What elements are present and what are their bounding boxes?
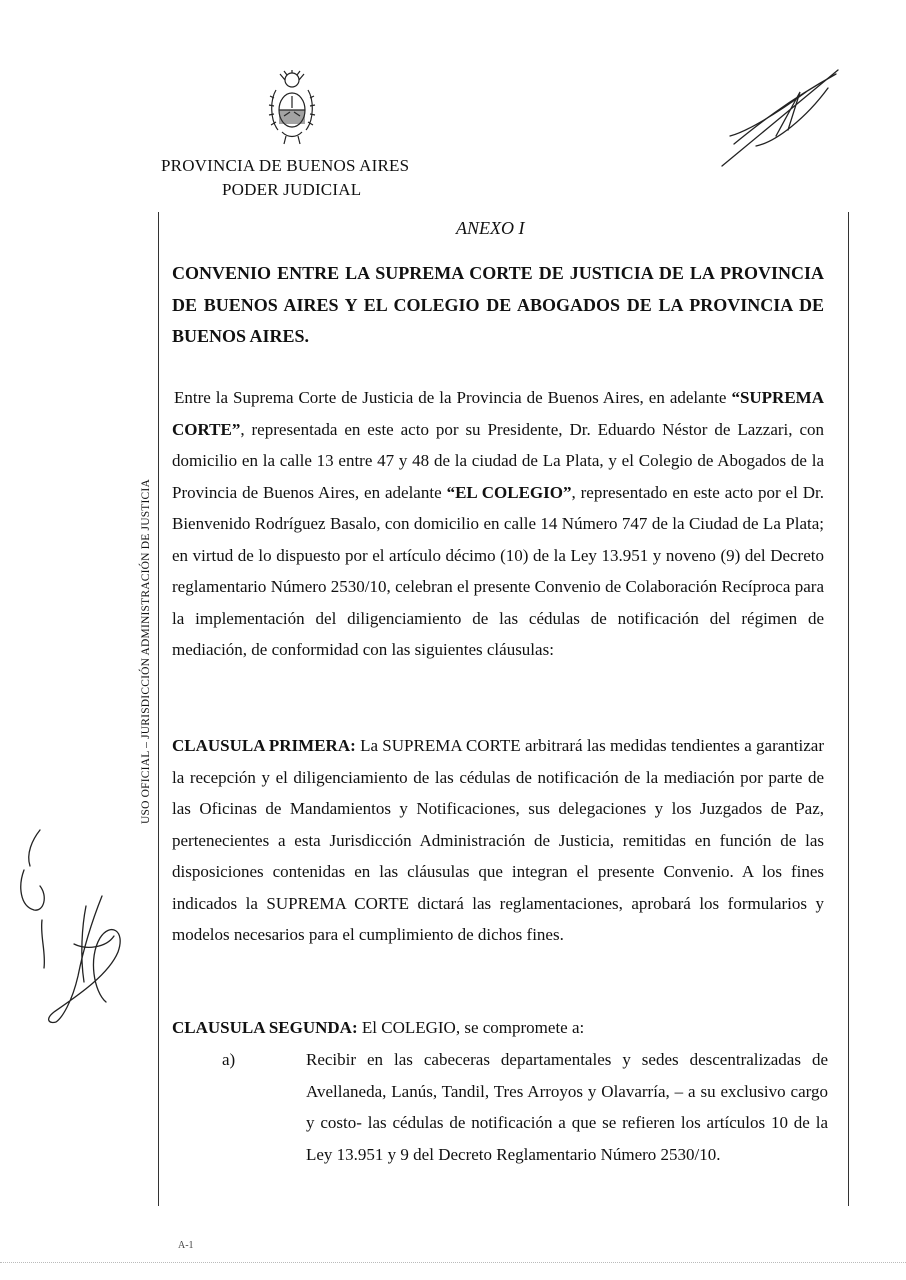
signature-initials-icon — [716, 66, 844, 168]
clause-segunda-text: El COLEGIO, se compromete a: — [357, 1018, 585, 1037]
right-margin-rule — [848, 212, 849, 1206]
clause-primera-label: CLAUSULA PRIMERA: — [172, 736, 356, 755]
coat-of-arms-icon — [262, 70, 322, 148]
bottom-edge-divider — [0, 1262, 906, 1264]
intro-paragraph — [172, 382, 824, 666]
clause-primera-text: La SUPREMA CORTE arbitrará las medidas tendientes a garantizar la recepción y el diligenciamiento de las cédulas de notificación de la mediación por parte de las Oficinas de Mandamientos y Notificaciones, sus delegaciones y los Juzgados de Paz, pertenecientes a esta Jurisdicción Administración de Justicia, remitidas en función de las disposiciones contenidas en las cláusulas que integran el presente Convenio. A los fines indicados la SUPREMA CORTE dictará las reglamentaciones, aprobará los formularios y modelos necesarios para el cumplimiento de dichos fines. — [172, 736, 824, 944]
clause-primera — [172, 730, 824, 951]
clause-segunda-label: CLAUSULA SEGUNDA: — [172, 1018, 358, 1037]
province-heading: PROVINCIA DE BUENOS AIRES — [161, 156, 410, 175]
item-a-label: a) — [222, 1050, 236, 1069]
agreement-title: CONVENIO ENTRE LA SUPREMA CORTE DE JUSTICIA DE LA PROVINCIA DE BUENOS AIRES Y EL COLEGIO DE ABOGADOS DE LA PROVINCIA DE BUENOS AIRES. — [172, 263, 824, 346]
item-a-text: Recibir en las cabeceras departamentales y sedes descentralizadas de Avellaneda, Lanús, Tandil, Tres Arroyos y Olavarría, – a su exclusivo cargo y costo- las cédulas de notificación a que se refieren los artículos 10 de la Ley 13.951 y 9 del Decreto Reglamentario Número 2530/10. — [306, 1050, 828, 1164]
branch-heading: PODER JUDICIAL — [222, 180, 362, 199]
page-number: A-1 — [178, 1240, 194, 1251]
intro-text-part-1: Entre la Suprema Corte de Justicia de la Provincia de Buenos Aires, en adelante — [174, 388, 732, 407]
intro-bold-suprema-corte: “SUPREMA CORTE” — [172, 388, 824, 439]
annex-title: ANEXO I — [456, 218, 525, 238]
handwritten-signature-icon — [14, 826, 138, 1034]
intro-text-part-3: , representado en este acto por el Dr. Bienvenido Rodríguez Basalo, con domicilio en calle 14 Número 747 de la Ciudad de La Plata; en virtud de lo dispuesto por el artículo décimo (10) de la Ley 13.951 y noveno (9) del Decreto reglamentario Número 2530/10, celebran el presente Convenio de Colaboración Recíproca para la implementación del diligenciamiento de las cédulas de notificación del régimen de mediación, de conformidad con las siguientes cláusulas: — [172, 482, 824, 659]
clause-segunda — [172, 1012, 824, 1044]
left-margin-rule — [158, 212, 159, 1206]
official-use-margin-note: USO OFICIAL – JURISDICCIÓN ADMINISTRACIÓN DE JUSTICIA — [140, 479, 152, 824]
intro-bold-el-colegio: “EL COLEGIO” — [446, 482, 572, 502]
intro-text-part-2: , representada en este acto por su Presidente, Dr. Eduardo Néstor de Lazzari, con domicilio en la calle 13 entre 47 y 48 de la ciudad de La Plata, y el Colegio de Abogados de la Provincia de Buenos Aires, en adelante — [172, 419, 824, 502]
